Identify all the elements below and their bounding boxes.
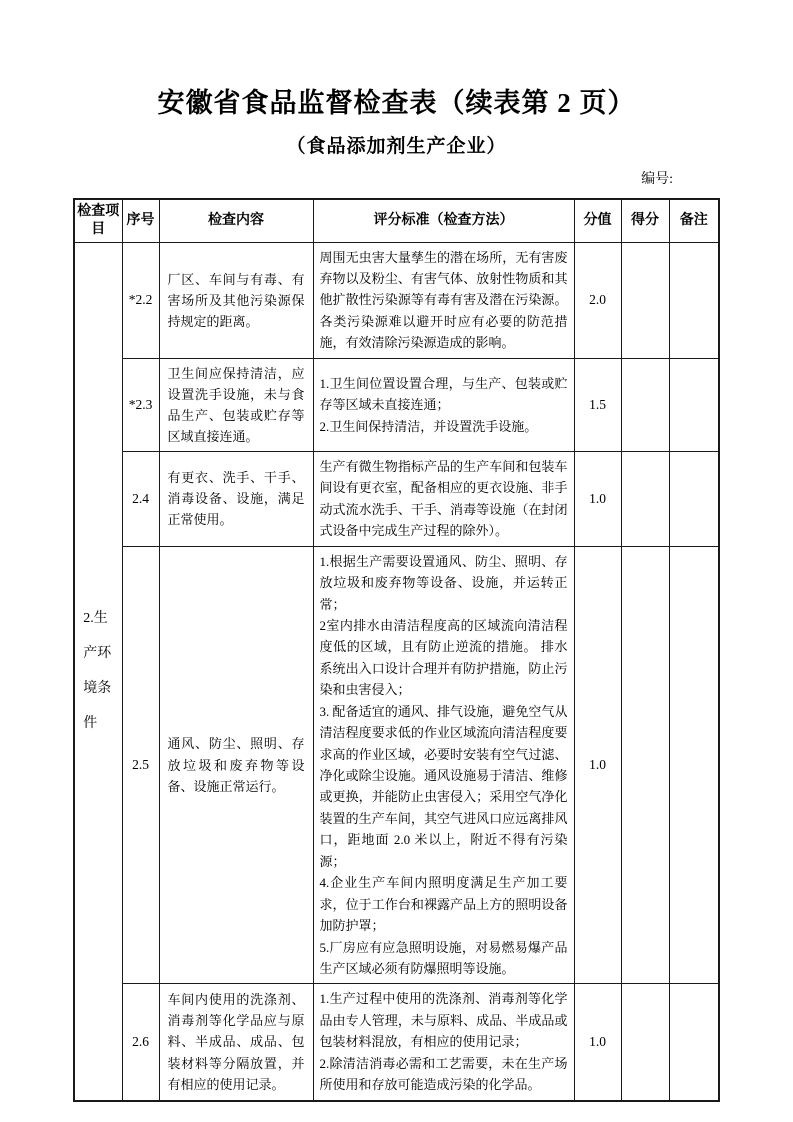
header-serial-no: 序号 — [122, 199, 159, 242]
row-number: 2.4 — [122, 451, 159, 546]
serial-number-label: 编号: — [641, 172, 673, 188]
header-inspection-item: 检查项目 — [74, 199, 122, 242]
row-remark — [669, 451, 719, 546]
row-remark — [669, 984, 719, 1101]
header-remarks: 备注 — [669, 199, 719, 242]
row-content: 卫生间应保持清洁，应设置洗手设施，未与食品生产、包装或贮存等区域直接连通。 — [159, 358, 313, 451]
table-header-row — [74, 199, 719, 242]
row-score-value: 1.0 — [574, 451, 621, 546]
row-number: 2.5 — [122, 546, 159, 984]
row-content: 有更衣、洗手、干手、消毒设备、设施，满足正常使用。 — [159, 451, 313, 546]
row-remark — [669, 358, 719, 451]
row-criteria: 周围无虫害大量孳生的潜在场所，无有害废弃物以及粉尘、有害气体、放射性物质和其他扩散性污染源等有毒有害及潜在污染源。各类污染源难以避开时应有必要的防范措施，有效清除污染源造成的影响。 — [313, 242, 574, 358]
row-content: 车间内使用的洗涤剂、消毒剂等化学品应与原料、半成品、成品、包装材料等分隔放置，并有相应的使用记录。 — [159, 984, 313, 1101]
row-score-earned — [621, 358, 669, 451]
table-row-2-2 — [74, 242, 719, 358]
row-criteria: 1.根据生产需要设置通风、防尘、照明、存放垃圾和废弃物等设备、设施，并运转正常； 2室内排水由清洁程度高的区域流向清洁程度低的区域，且有防止逆流的措施。 排水系统出入口设计合理并有防护措施，防止污染和虫害侵入； 3. 配备适宜的通风、排气设施，避免空气从清洁程度要求低的作业区域流向清洁程度要求高的作业区域，必要时安装有空气过滤、净化或除尘设施。通风设施易于清洁、维修或更换，并能防止虫害侵入；采用空气净化装置的生产车间，其空气进风口应远离排风口，距地面 2.0 米以上，附近不得有污染源； 4.企业生产车间内照明度满足生产加工要求，位于工作台和裸露产品上方的照明设备加防护罩； 5.厂房应有应急照明设施，对易燃易爆产品生产区域必须有防爆照明等设施。 — [313, 546, 574, 984]
header-inspection-content: 检查内容 — [159, 199, 313, 242]
row-remark — [669, 546, 719, 984]
row-criteria: 生产有微生物指标产品的生产车间和包装车间设有更衣室，配备相应的更衣设施、非手动式流水洗手、干手、消毒等设施（在封闭式设备中完成生产过程的除外）。 — [313, 451, 574, 546]
row-score-value: 1.5 — [574, 358, 621, 451]
row-number: *2.3 — [122, 358, 159, 451]
row-score-value: 2.0 — [574, 242, 621, 358]
row-number: 2.6 — [122, 984, 159, 1101]
page-title: 安徽省食品监督检查表（续表第 2 页） — [157, 88, 636, 118]
table-row-2-6 — [74, 984, 719, 1101]
page-subtitle: （食品添加剂生产企业） — [286, 136, 507, 158]
table-row-2-5 — [74, 546, 719, 984]
row-remark — [669, 242, 719, 358]
row-content: 厂区、车间与有毒、有害场所及其他污染源保持规定的距离。 — [159, 242, 313, 358]
row-score-earned — [621, 451, 669, 546]
category-label: 2.生产环境条件 — [83, 611, 112, 732]
table-row-2-4 — [74, 451, 719, 546]
row-criteria: 1.生产过程中使用的洗涤剂、消毒剂等化学品由专人管理，未与原料、成品、半成品或包装材料混放，有相应的使用记录； 2.除清洁消毒必需和工艺需要，未在生产场所使用和存放可能造成污染的化学品。 — [313, 984, 574, 1101]
row-score-value: 1.0 — [574, 546, 621, 984]
row-score-earned — [621, 242, 669, 358]
row-number: *2.2 — [122, 242, 159, 358]
header-score-value: 分值 — [574, 199, 621, 242]
row-criteria: 1.卫生间位置设置合理，与生产、包装或贮存等区域未直接连通； 2.卫生间保持清洁，并设置洗手设施。 — [313, 358, 574, 451]
row-score-value: 1.0 — [574, 984, 621, 1101]
row-score-earned — [621, 546, 669, 984]
category-cell — [74, 242, 122, 1101]
row-content: 通风、防尘、照明、存放垃圾和废弃物等设备、设施正常运行。 — [159, 546, 313, 984]
header-scoring-criteria: 评分标准（检查方法） — [313, 199, 574, 242]
table-row-2-3 — [74, 358, 719, 451]
inspection-table — [73, 198, 720, 1102]
header-score-earned: 得分 — [621, 199, 669, 242]
row-score-earned — [621, 984, 669, 1101]
